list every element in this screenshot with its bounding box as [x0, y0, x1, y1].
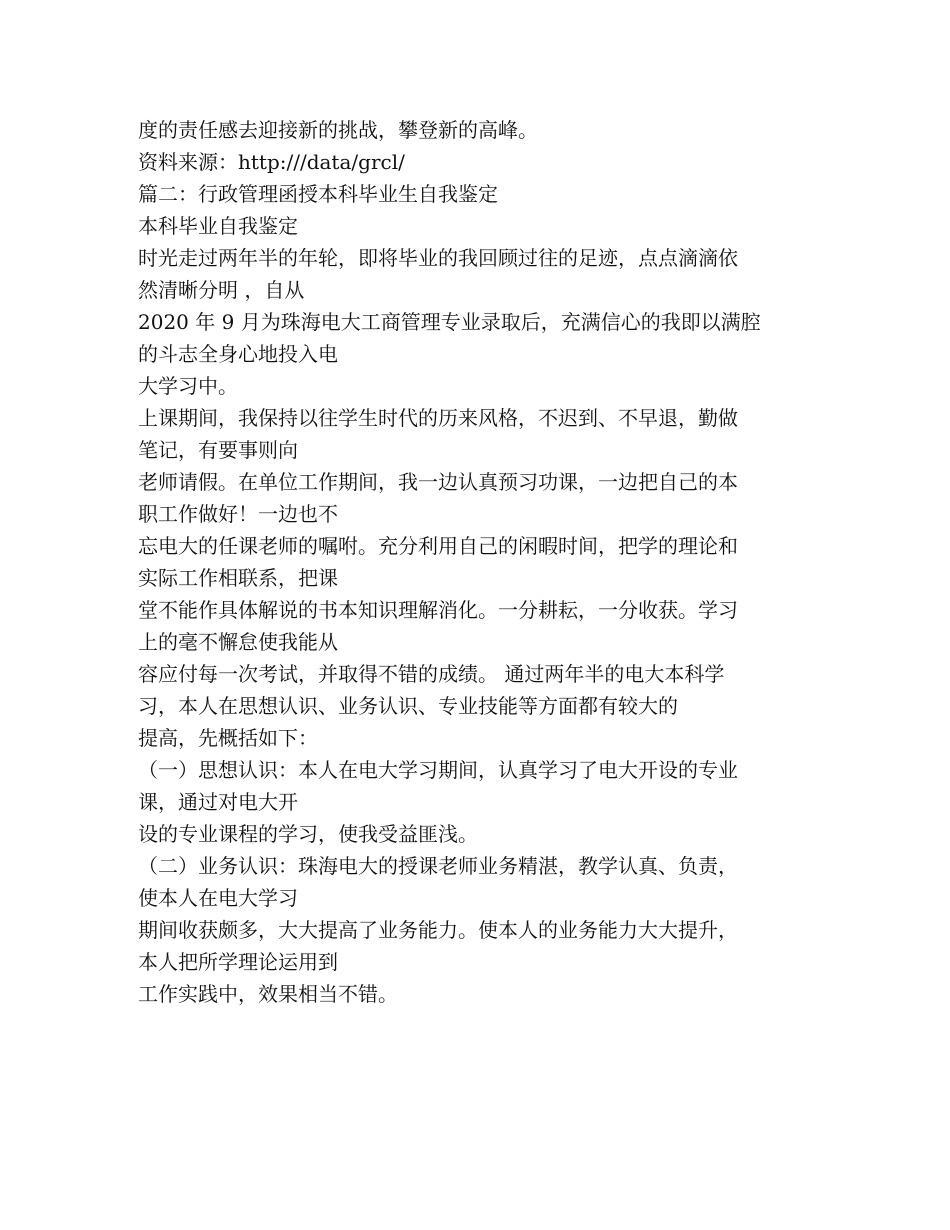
text-line: 笔记，有要事则向 — [138, 438, 298, 462]
text-line: 课，通过对电大开 — [138, 790, 298, 814]
document-body — [138, 114, 818, 1010]
text-line: 职工作做好！一边也不 — [138, 502, 338, 526]
text-line: 大学习中。 — [138, 374, 238, 398]
text-line: 上课期间，我保持以往学生时代的历来风格，不迟到、不早退，勤做 — [138, 406, 738, 430]
text-line: 实际工作相联系，把课 — [138, 566, 338, 590]
text-line: 期间收获颇多，大大提高了业务能力。使本人的业务能力大大提升， — [138, 918, 738, 942]
text-line: 上的毫不懈怠使我能从 — [138, 630, 338, 654]
text-line: 然清晰分明 ，自从 — [138, 278, 305, 302]
text-line: 度的责任感去迎接新的挑战，攀登新的高峰。 — [138, 118, 538, 142]
text-line: 的斗志全身心地投入电 — [138, 342, 338, 366]
text-line: 堂不能作具体解说的书本知识理解消化。一分耕耘，一分收获。学习 — [138, 598, 738, 622]
text-line: 资料来源：http:///data/grcl/ — [138, 150, 405, 174]
text-line: 本科毕业自我鉴定 — [138, 214, 298, 238]
text-line: 篇二：行政管理函授本科毕业生自我鉴定 — [138, 182, 498, 206]
text-line: （二）业务认识：珠海电大的授课老师业务精湛，教学认真、负责， — [138, 854, 738, 878]
text-line: 工作实践中，效果相当不错。 — [138, 982, 398, 1006]
text-line: 提高，先概括如下： — [138, 726, 318, 750]
text-line: （一）思想认识：本人在电大学习期间，认真学习了电大开设的专业 — [138, 758, 738, 782]
text-line: 容应付每一次考试，并取得不错的成绩。 通过两年半的电大本科学 — [138, 662, 725, 686]
text-line: 使本人在电大学习 — [138, 886, 298, 910]
text-line: 老师请假。在单位工作期间，我一边认真预习功课，一边把自己的本 — [138, 470, 738, 494]
text-line: 时光走过两年半的年轮，即将毕业的我回顾过往的足迹，点点滴滴依 — [138, 246, 738, 270]
text-line: 设的专业课程的学习，使我受益匪浅。 — [138, 822, 478, 846]
text-line: 忘电大的任课老师的嘱咐。充分利用自己的闲暇时间，把学的理论和 — [138, 534, 738, 558]
text-line: 2020 年 9 月为珠海电大工商管理专业录取后，充满信心的我即以满腔 — [138, 310, 761, 334]
text-line: 习，本人在思想认识、业务认识、专业技能等方面都有较大的 — [138, 694, 678, 718]
text-line: 本人把所学理论运用到 — [138, 950, 338, 974]
